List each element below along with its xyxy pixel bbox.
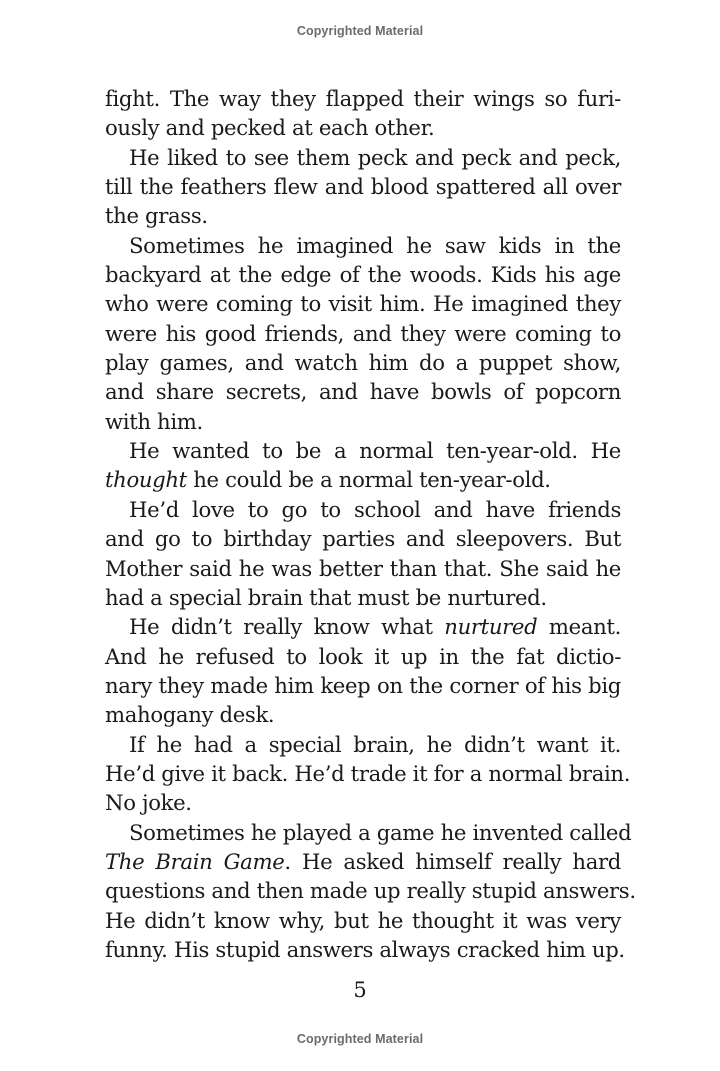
text-line [105, 759, 631, 788]
text-segment: He didn’t know why, but he thought it was very [105, 907, 621, 933]
text-segment: questions and then made up really stupid answers. [105, 878, 636, 904]
text-line [105, 143, 621, 172]
italic-text: The Brain Game [105, 848, 285, 874]
text-line [105, 935, 625, 964]
text-line [105, 260, 621, 289]
text-line [105, 906, 621, 935]
text-line [105, 377, 621, 406]
text-line [105, 319, 621, 348]
text-segment: who were coming to visit him. He imagined they [105, 291, 621, 317]
text-segment: He’d give it back. He’d trade it for a normal brain. [105, 760, 631, 786]
italic-text: thought [105, 467, 187, 493]
text-line [105, 231, 621, 260]
text-segment: fight. The way they flapped their wings so furi- [105, 86, 621, 111]
text-segment: and share secrets, and have bowls of popcorn [105, 379, 621, 405]
page-body [105, 84, 636, 964]
text-segment: If he had a special brain, he didn’t want it. [129, 731, 621, 757]
text-segment: he could be a normal ten-year-old. [186, 467, 551, 493]
text-line [105, 524, 621, 553]
text-segment: play games, and watch him do a puppet show, [105, 350, 621, 376]
text-segment: He’d love to go to school and have friends [129, 496, 621, 522]
text-segment: had a special brain that must be nurtured. [105, 584, 547, 610]
text-segment: meant. [537, 614, 621, 640]
text-line [105, 84, 621, 113]
page-number: 5 [353, 978, 367, 1002]
text-segment: Mother said he was better than that. She said he [105, 555, 621, 581]
text-line [105, 554, 621, 583]
text-segment: He didn’t really know what [129, 614, 445, 640]
text-segment: And he refused to look it up in the fat dictio- [105, 643, 621, 669]
text-segment: He liked to see them peck and peck and peck, [129, 144, 621, 170]
text-segment: were his good friends, and they were coming to [105, 320, 621, 346]
text-segment: funny. His stupid answers always cracked him up. [105, 936, 625, 962]
text-segment: till the feathers flew and blood spattered all over [105, 174, 621, 200]
text-line [105, 201, 621, 230]
text-line [105, 436, 621, 465]
text-segment: He wanted to be a normal ten-year-old. He [129, 438, 621, 464]
copyright-header: Copyrighted Material [296, 24, 424, 38]
text-line [105, 847, 621, 876]
text-line [105, 583, 621, 612]
text-segment: . He asked himself really hard [284, 848, 621, 874]
copyright-footer: Copyrighted Material [296, 1032, 424, 1046]
text-line [105, 730, 621, 759]
text-line [105, 612, 621, 641]
text-segment: Sometimes he imagined he saw kids in the [129, 232, 621, 258]
text-line [105, 407, 621, 436]
text-line [105, 172, 621, 201]
text-line [105, 495, 621, 524]
text-segment: Sometimes he played a game he invented called [129, 819, 632, 845]
italic-text: nurtured [444, 614, 538, 640]
text-line [105, 113, 621, 142]
text-line [105, 642, 621, 671]
text-line [105, 818, 632, 847]
text-line [105, 348, 621, 377]
text-segment: No joke. [105, 790, 192, 816]
text-line [105, 289, 621, 318]
text-line [105, 700, 621, 729]
text-line [105, 876, 636, 905]
text-segment: nary they made him keep on the corner of his big [105, 672, 621, 698]
text-segment: mahogany desk. [105, 702, 275, 728]
text-segment: and go to birthday parties and sleepovers. But [105, 526, 621, 552]
text-segment: the grass. [105, 203, 208, 229]
text-segment: backyard at the edge of the woods. Kids his age [105, 262, 621, 288]
text-segment: ously and pecked at each other. [105, 115, 435, 141]
text-segment: with him. [105, 408, 203, 434]
text-line [105, 671, 621, 700]
text-line [105, 465, 621, 494]
text-line [105, 788, 621, 817]
